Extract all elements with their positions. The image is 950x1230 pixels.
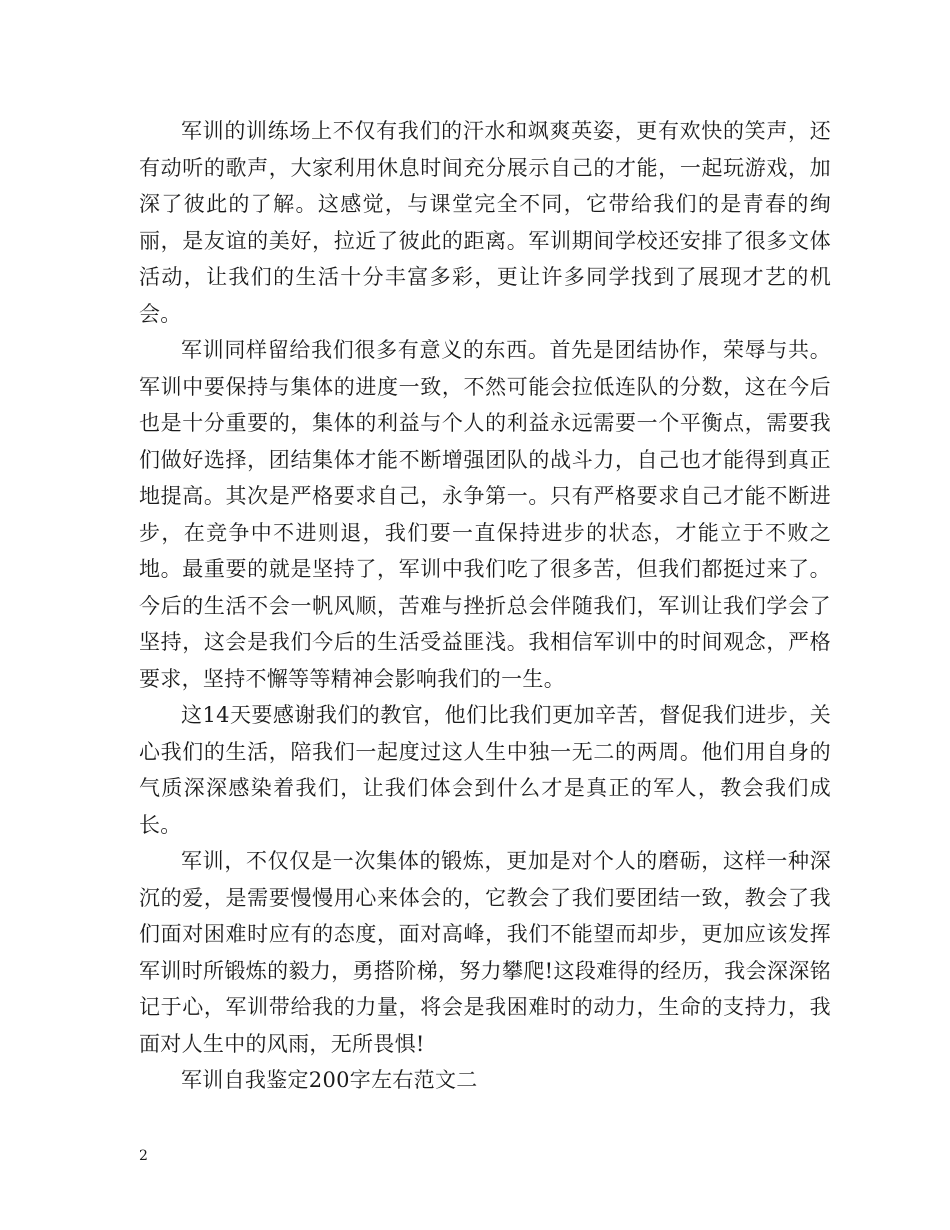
page-number: 2 bbox=[139, 1148, 148, 1164]
paragraph-conclusion: 军训，不仅仅是一次集体的锻炼，更加是对个人的磨砺，这样一种深沉的爱，是需要慢慢用心来体会的，它教会了我们要团结一致，教会了我们面对困难时应有的态度，面对高峰，我们不能望而却步，更加应该发挥军训时所锻炼的毅力，勇搭阶梯，努力攀爬!这段难得的经历，我会深深铭记于心，军训带给我的力量，将会是我困难时的动力，生命的支持力，我面对人生中的风雨，无所畏惧! bbox=[139, 849, 831, 1056]
document-body bbox=[139, 113, 831, 1099]
paragraph-lessons: 军训同样留给我们很多有意义的东西。首先是团结协作，荣辱与共。军训中要保持与集体的进度一致，不然可能会拉低连队的分数，这在今后也是十分重要的，集体的利益与个人的利益永远需要一个平衡点，需要我们做好选择，团结集体才能不断增强团队的战斗力，自己也才能得到真正地提高。其次是严格要求自己，永争第一。只有严格要求自己才能不断进步，在竞争中不进则退，我们要一直保持进步的状态，才能立于不败之地。最重要的就是坚持了，军训中我们吃了很多苦，但我们都挺过来了。今后的生活不会一帆风顺，苦难与挫折总会伴随我们，军训让我们学会了坚持，这会是我们今后的生活受益匪浅。我相信军训中的时间观念，严格要求，坚持不懈等等精神会影响我们的一生。 bbox=[139, 338, 831, 691]
paragraph-instructors: 这14天要感谢我们的教官，他们比我们更加辛苦，督促我们进步，关心我们的生活，陪我们一起度过这人生中独一无二的两周。他们用自身的气质深深感染着我们，让我们体会到什么才是真正的军人，教会我们成长。 bbox=[139, 703, 831, 837]
paragraph-entertainment: 军训的训练场上不仅有我们的汗水和飒爽英姿，更有欢快的笑声，还有动听的歌声，大家利用休息时间充分展示自己的才能，一起玩游戏，加深了彼此的了解。这感觉，与课堂完全不同，它带给我们的是青春的绚丽，是友谊的美好，拉近了彼此的距离。军训期间学校还安排了很多文体活动，让我们的生活十分丰富多彩，更让许多同学找到了展现才艺的机会。 bbox=[139, 119, 831, 326]
next-section-title: 军训自我鉴定200字左右范文二 bbox=[181, 1068, 478, 1092]
